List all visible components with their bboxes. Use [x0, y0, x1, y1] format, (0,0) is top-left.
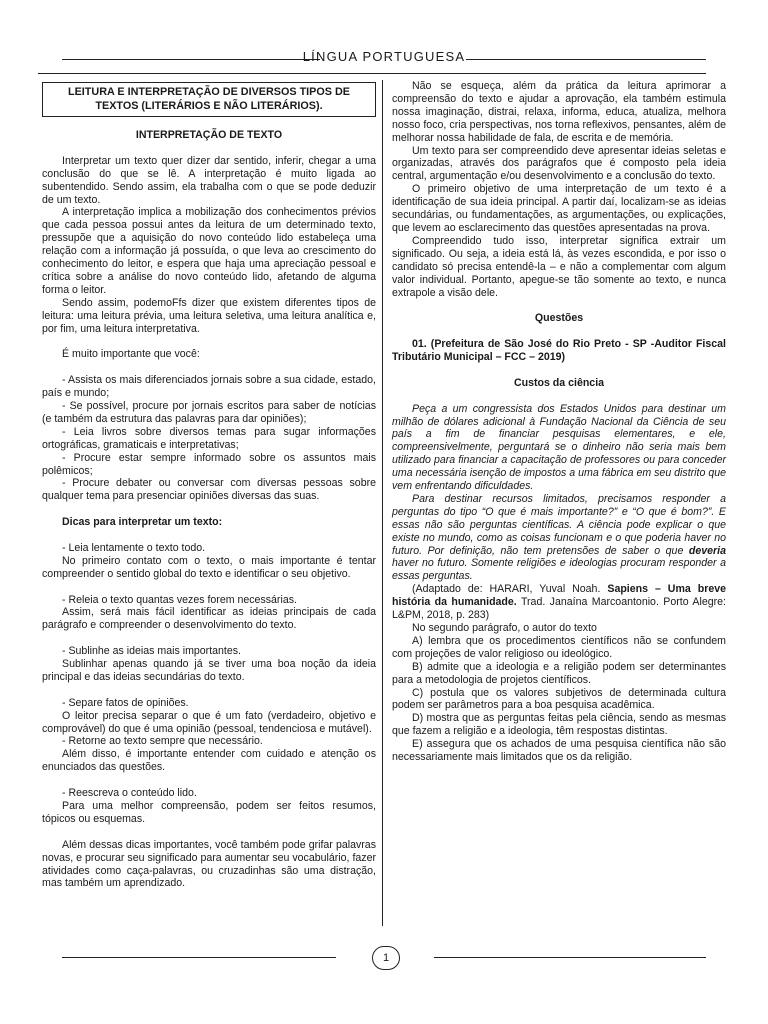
citation: [392, 583, 726, 622]
text-title: Custos da ciência: [513, 376, 605, 389]
tip-heading: - Separe fatos de opiniões.: [62, 696, 189, 709]
right-column: [392, 80, 726, 764]
question-source: (Prefeitura de São José do Rio Preto - SP -Auditor Fiscal Tributário Municipal – FCC – 2019): [392, 338, 726, 363]
list-item: - Se possível, procure por jornais escritos para saber de notícias (e também da estrutura das palavras para dar opiniões);: [42, 399, 376, 425]
header-title: LÍNGUA PORTUGUESA: [302, 49, 466, 64]
paragraph: Compreendido tudo isso, interpretar significa extrair um significado. Ou seja, a ideia está lá, às vezes escondida, e por isso o candidato só precisa entendê-la – e não a complementar com algum valor individual. Portanto, apegue-se tão somente ao texto, e nunca extrapole a visão dele.: [392, 234, 726, 299]
tip-detail: Para uma melhor compreensão, podem ser feitos resumos, tópicos ou esquemas.: [42, 799, 376, 825]
quote-paragraph: [392, 493, 726, 583]
tip-heading: - Sublinhe as ideias mais importantes.: [62, 645, 242, 658]
option-c: C) postula que os valores subjetivos de determinada cultura podem ser parâmetros para a boa pesquisa acadêmica.: [392, 686, 726, 712]
tips-title: Dicas para interpretar um texto:: [62, 516, 223, 529]
paragraph: Um texto para ser compreendido deve apresentar ideias seletas e organizadas, através dos parágrafos que é composto pela ideia central, argumentação e/ou desenvolvimento e a conclusão do texto.: [392, 144, 726, 183]
paragraph: É muito importante que você:: [62, 348, 200, 361]
option-b: B) admite que a ideologia e a religião podem ser determinantes para a metodologia de projetos científicos.: [392, 660, 726, 686]
citation-details: Trad. Janaína Marcoantonio. Porto Alegre: L&PM, 2018, p. 283): [392, 596, 726, 622]
paragraph: Interpretar um texto quer dizer dar sentido, inferir, chegar a uma conclusão do que se lê. A interpretação é muito ligada ao subentendido. Sendo assim, ela trabalha com o que se pode deduzir de um texto.: [42, 154, 376, 206]
paragraph: Sendo assim, podemoFfs dizer que existem diferentes tipos de leitura: uma leitura prévia, uma leitura seletiva, uma leitura analítica e, por fim, uma leitura interpretativa.: [42, 296, 376, 335]
question-stem: No segundo parágrafo, o autor do texto: [412, 622, 597, 634]
quote-paragraph: Peça a um congressista dos Estados Unidos para destinar um milhão de dólares adicional à Fundação Nacional da Ciência de seu país a fim de financiar pesquisas elementares, e ele, compreensivelmente, perguntará se o dinheiro não seria mais bem utilizado para financiar a capacitação de professores ou para conceder uma necessária isenção de impostos a uma fábrica em seu distrito que vem enfrentando dificuldades.: [392, 402, 726, 493]
option-e: E) assegura que os achados de uma pesquisa científica não são necessariamente mais limitados que os da religião.: [392, 738, 726, 764]
paragraph: A interpretação implica a mobilização dos conhecimentos prévios que cada pessoa possui antes da leitura de um determinado texto, pressupõe que a aquisição do novo conteúdo lido estabeleça uma relação com a informação já possuída, o que leva ao crescimento do conhecimento do leitor, e espera que haja uma apreciação pessoal e crítica sobre a análise do novo conteúdo lido, afetando de alguma forma o leitor.: [42, 206, 376, 296]
left-column: [42, 82, 376, 890]
topic-box-title: LEITURA E INTERPRETAÇÃO DE DIVERSOS TIPOS DE TEXTOS (LITERÁRIOS E NÃO LITERÁRIOS).: [42, 82, 376, 117]
tip-heading: - Retorne ao texto sempre que necessário.: [62, 735, 263, 748]
tip-heading: - Leia lentamente o texto todo.: [62, 541, 206, 554]
questions-title: Questões: [534, 312, 584, 325]
tip-detail: No primeiro contato com o texto, o mais importante é tentar compreender o sentido global do texto e identificar o seu objetivo.: [42, 554, 376, 580]
footer-rule-right: [434, 957, 706, 958]
citation-book: Sapiens – Uma breve história da humanidade.: [392, 583, 726, 609]
tip-heading: - Reescreva o conteúdo lido.: [62, 787, 197, 800]
closing-paragraph: Além dessas dicas importantes, você também pode grifar palavras novas, e procurar seu significado para aumentar seu vocabulário, fazer atividades como caça-palavras, ou cruzadinhas são uma distração, mas também um aprendizado.: [42, 838, 376, 890]
list-item: - Procure estar sempre informado sobre os assuntos mais polêmicos;: [42, 451, 376, 477]
list-item: - Assista os mais diferenciados jornais sobre a sua cidade, estado, país e mundo;: [42, 374, 376, 400]
list-item: - Leia livros sobre diversos temas para sugar informações ortográficas, gramaticais e interpretativas;: [42, 425, 376, 451]
tip-detail: O leitor precisa separar o que é um fato (verdadeiro, objetivo e comprovável) do que é uma opinião (pessoal, tendenciosa e mutável).: [42, 709, 376, 735]
paragraph: Não se esqueça, além da prática da leitura aprimorar a compreensão do texto e ajudar a aprovação, ela também estimula nossa imaginação, distrai, relaxa, informa, educa, atualiza, melhora nosso foco, cria perspectivas, nos torna reflexivos, pensantes, além de melhorar nossa habilidade de fala, de escrita e de memória.: [392, 80, 726, 144]
page-number: 1: [372, 946, 400, 970]
option-a: A) lembra que os procedimentos científicos não se confundem com projeções de valor religioso ou ideológico.: [392, 634, 726, 660]
quote-text: haver no futuro. Somente religiões e ideologias procuram responder a essas perguntas.: [392, 557, 726, 583]
citation-author: (Adaptado de: HARARI, Yuval Noah.: [412, 583, 601, 596]
column-divider: [382, 80, 383, 926]
option-d: D) mostra que as perguntas feitas pela ciência, sendo as mesmas que fazem a religião e a ideologia, têm respostas distintas.: [392, 712, 726, 738]
header-rule-right: [466, 59, 706, 60]
question-header: [392, 338, 726, 364]
question-number: 01.: [412, 338, 427, 351]
header-rule-bottom: [38, 73, 706, 74]
tip-detail: Além disso, é importante entender com cuidado e atenção os enunciados das questões.: [42, 748, 376, 774]
section-title: INTERPRETAÇÃO DE TEXTO: [135, 129, 283, 141]
paragraph: O primeiro objetivo de uma interpretação de um texto é a identificação de sua ideia principal. A partir daí, localizam-se as ideias secundárias, ou fundamentações, as argumentações, ou explicações, que levem ao esclarecimento das questões apresentadas na prova.: [392, 183, 726, 234]
footer-rule-left: [62, 957, 336, 958]
tip-detail: Sublinhar apenas quando já se tiver uma boa noção da ideia principal e das ideias secundárias do texto.: [42, 658, 376, 683]
tip-detail: Assim, será mais fácil identificar as ideias principais de cada parágrafo e compreender o desenvolvimento do texto.: [42, 606, 376, 632]
tip-heading: - Releia o texto quantas vezes forem necessárias.: [62, 593, 297, 606]
quote-text: Para destinar recursos limitados, precisamos responder a perguntas do tipo “O que é mais importante?” e “O que é bom?”. E essas não são perguntas científicas. A ciência pode explicar o que existe no mundo, como as coisas funcionam e o que poderia haver no futuro. Por definição, não tem pretensões de saber o que: [392, 492, 726, 557]
list-item: - Procure debater ou conversar com diversas pessoas sobre qualquer tema para presenciar opiniões diversas das suas.: [42, 477, 376, 503]
quote-emphasis: deveria: [688, 544, 726, 557]
